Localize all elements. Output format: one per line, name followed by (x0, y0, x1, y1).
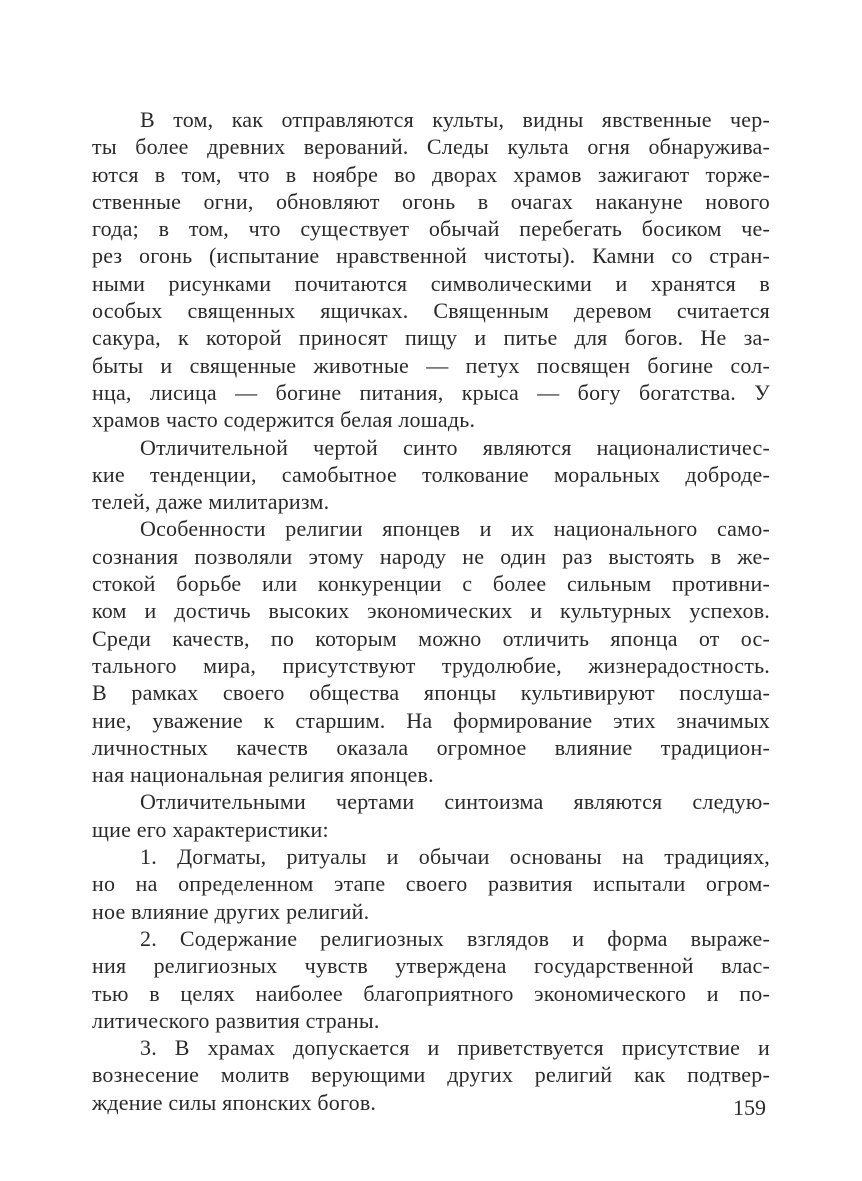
text-line: сознания позволяли этому народу не один раз выстоять в же- (92, 543, 770, 569)
text-line: В том, как отправляются культы, видны явственные чер- (140, 107, 770, 132)
paragraph (92, 1034, 770, 1116)
text-line: быты и священные животные — петух посвящен богине сол- (92, 352, 770, 378)
text-line: сакура, к которой приносят пищу и питье для богов. Не за- (92, 325, 770, 351)
text-line: тального мира, присутствуют трудолюбие, жизнерадостность. (92, 652, 770, 678)
page-number: 159 (733, 1095, 766, 1120)
text-line: литического развития страны. (92, 1007, 380, 1033)
text-line: 3. В храмах допускается и приветствуется присутствие и (140, 1035, 770, 1061)
text-line: Отличительной чертой синто являются националистичес- (140, 434, 770, 460)
paragraph (92, 434, 770, 516)
text-line: личностных качеств оказала огромное влияние традицион- (92, 734, 770, 760)
text-line: щие его характеристики: (92, 816, 329, 842)
text-line: ние, уважение к старшим. На формирование этих значимых (92, 707, 770, 733)
text-line: В рамках своего общества японцы культивируют послуша- (92, 680, 770, 706)
paragraph (92, 843, 770, 925)
paragraph (92, 106, 770, 434)
text-line: 2. Содержание религиозных взглядов и форма выраже- (140, 925, 770, 951)
text-line: рез огонь (испытание нравственной чистоты). Камни со стран- (92, 243, 770, 269)
text-line: ное влияние других религий. (92, 898, 370, 924)
text-line: телей, даже милитаризм. (92, 489, 330, 515)
text-line: ком и достичь высоких экономических и культурных успехов. (92, 598, 770, 624)
text-line: стокой борьбе или конкуренции с более сильным противни- (92, 571, 770, 597)
text-line: но на определенном этапе своего развития испытали огром- (92, 871, 770, 897)
text-line: ются в том, что в ноябре во дворах храмов зажигают торже- (92, 161, 770, 187)
text-line: ния религиозных чувств утверждена государственной влас- (92, 953, 770, 979)
text-line: ждение силы японских богов. (92, 1089, 377, 1115)
text-line: 1. Догматы, ритуалы и обычаи основаны на традициях, (140, 844, 770, 870)
text-line: кие тенденции, самобытное толкование моральных доброде- (92, 461, 770, 487)
text-line: Отличительными чертами синтоизма являются следую- (140, 789, 770, 815)
text-line: Особенности религии японцев и их национального само- (140, 516, 770, 542)
page-body (92, 106, 770, 1116)
text-line: года; в том, что существует обычай перебегать босиком че- (92, 216, 770, 242)
paragraph (92, 515, 770, 788)
text-line: ственные огни, обновляют огонь в очагах накануне нового (92, 188, 770, 214)
text-line: Среди качеств, по которым можно отличить японца от ос- (92, 625, 770, 651)
text-line: храмов часто содержится белая лошадь. (92, 407, 476, 433)
text-line: ными рисунками почитаются символическими и хранятся в (92, 270, 770, 296)
paragraph (92, 925, 770, 1034)
text-line: ная национальная религия японцев. (92, 762, 434, 788)
text-line: ты более древних верований. Следы культа огня обнаружива- (92, 134, 770, 160)
text-line: нца, лисица — богине питания, крыса — богу богатства. У (92, 379, 770, 405)
text-line: тью в целях наиболее благоприятного экономического и по- (92, 980, 770, 1006)
text-line: особых священных ящичках. Священным деревом считается (92, 298, 770, 324)
text-line: вознесение молитв верующими других религий как подтвер- (92, 1062, 770, 1088)
paragraph (92, 788, 770, 843)
